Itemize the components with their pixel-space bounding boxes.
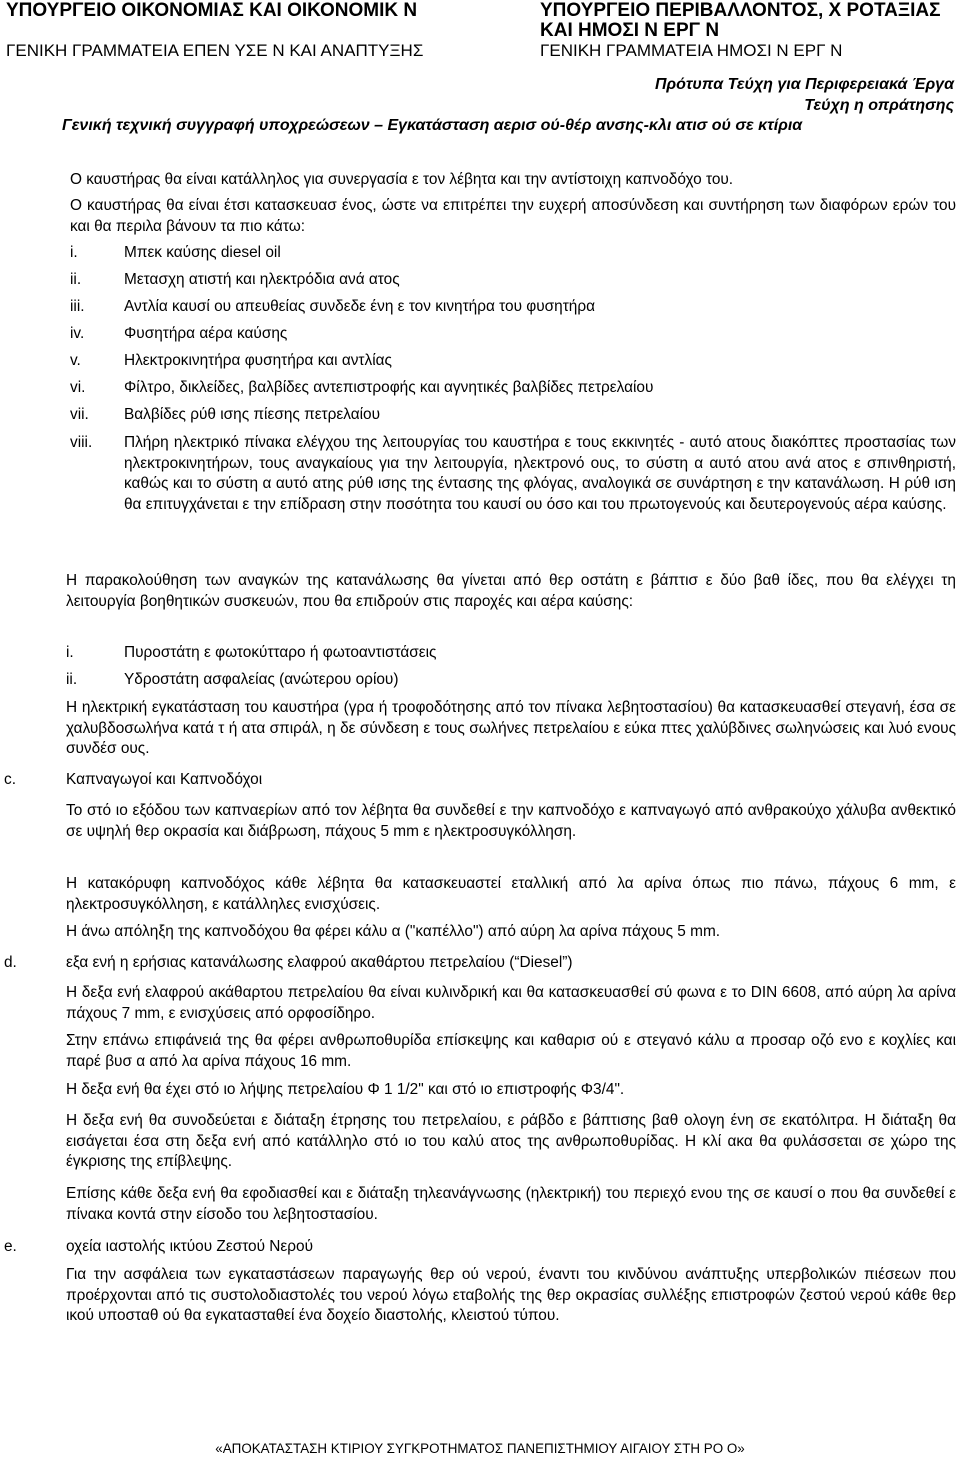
list-item: Μετασχη ατιστή και ηλεκτρόδια ανά ατος: [124, 271, 400, 288]
paragraph-expansion-vessel: Για την ασφάλεια των εγκαταστάσεων παραγωγής θερ ού νερού, έναντι του κινδύνου ανάπτυξης υπερβολικών πιέσεων που προέρχονται από τις συστολοδιαστολές του νερού λόγω εταβολής της θερ οκρασίας συλλέξης επιστροφών ζεστού νερού κάθε θερ ικού υποσταθ ού θα εγκατασταθεί ένα δοχείο διαστολής, κλειστού τύπου.: [66, 1266, 956, 1325]
list-number: v.: [70, 352, 81, 369]
list-number: iv.: [70, 325, 85, 342]
ministry-economy-title: ΥΠΟΥΡΓΕΙΟ ΟΙΚΟΝΟΜΙΑΣ ΚΑΙ ΟΙΚΟΝΟΜΙΚ Ν: [6, 0, 418, 21]
paragraph-tank-measuring: Η δεξα ενή θα συνοδεύεται ε διάταξη έτρησης του πετρελαίου, ε ράβδο ε βάπτισης βαθ ολογη ένη σε εκατόλιτρα. Η διάταξη θα εισάγεται έσα στη δεξα ενή από κατάλληλο στό ιο του καλύ ατος της ανθρωποθυρίδας. Η κλί ακα θα φυλάσσεται σε χώρο της έγκρισης της επίβλεψης.: [66, 1112, 956, 1171]
list-item: Βαλβίδες ρύθ ισης πίεσης πετρελαίου: [124, 406, 381, 423]
list-number: viii.: [70, 434, 93, 451]
page-footer: «ΑΠΟΚΑΤΑΣΤΑΣΗ ΚΤΙΡΙΟΥ ΣΥΓΚΡΟΤΗΜΑΤΟΣ ΠΑΝΕΠΙΣΤΗΜΙΟΥ ΑΙΓΑΙΟΥ ΣΤΗ ΡΟ Ο»: [215, 1441, 745, 1456]
series-title: Πρότυπα Τεύχη για Περιφερειακά Έργα: [654, 76, 954, 93]
list-number: i.: [70, 244, 78, 261]
paragraph-chimney: Η κατακόρυφη καπνοδόχος κάθε λέβητα θα κατασκευαστεί εταλλική από λα αρίνα όπως πιο πάνω, πάχους 6 mm, ε ηλεκτροσυγκόλληση, ε κατάλληλες ενισχύσεις.: [66, 875, 956, 913]
list-number: ii.: [66, 671, 78, 688]
section-e-title: οχεία ιαστολής ικτύου Ζεστού Νερού: [66, 1238, 314, 1255]
paragraph-chimney-cap: Η άνω απόληξη της καπνοδόχου θα φέρει κάλυ α ("καπέλλο") από αύρη λα αρίνα πάχους 5 mm.: [66, 923, 721, 940]
paragraph-burner-compatibility: Ο καυστήρας θα είναι κατάλληλος για συνεργασία ε τον λέβητα και την αντίστοιχη καπνοδόχο του.: [70, 171, 734, 188]
list-item: Πυροστάτη ε φωτοκύτταρο ή φωτοαντιστάσεις: [124, 644, 437, 661]
section-e-label: e.: [4, 1238, 17, 1255]
list-number: i.: [66, 644, 74, 661]
paragraph-electrical-installation: Η ηλεκτρική εγκατάσταση του καυστήρα (γρα ή τροφοδότησης από τον πίνακα λεβητοστασίου) θα κατασκευασθεί στεγανή, έσα σε χαλυβδοσωλήνα κατά τ ή ατα σπιράλ, η δε σύνδεση ε τους σωλήνες πετρελαίου ε εύκα πτες χαλύβδινες σωληνώσεις και λυό ενους συνδέσ ους.: [66, 699, 956, 758]
section-c-title: Καπναγωγοί και Καπνοδόχοι: [66, 771, 263, 788]
general-secretariat-public-works: ΓΕΝΙΚΗ ΓΡΑΜΜΑΤΕΙΑ ΗΜΟΣΙ Ν ΕΡΓ Ν: [540, 41, 843, 60]
paragraph-thermostat: Η παρακολούθηση των αναγκών της κατανάλωσης θα γίνεται από θερ οστάτη ε βάπτισ ε δύο βαθ ίδες, που θα ελέγχει τη λειτουργία βοηθητικών συσκευών, που θα επιδρούν στις παροχές και αέρα καύσης:: [66, 572, 956, 610]
paragraph-burner-construction: Ο καυστήρας θα είναι έτσι κατασκευασ ένος, ώστε να επιτρέπει την ευχερή αποσύνδεση και συντήρηση των διαφόρων ερών του και θα περιλα βάνουν τα πιο κάτω:: [70, 197, 956, 235]
list-number: iii.: [70, 298, 85, 315]
ministry-environment-title-line2: ΚΑΙ ΗΜΟΣΙ Ν ΕΡΓ Ν: [540, 20, 720, 41]
list-number: vii.: [70, 406, 89, 423]
specification-title: Γενική τεχνική συγγραφή υποχρεώσεων – Εγκατάσταση αερισ ού-θέρ ανσης-κλι ατισ ού σε κτίρια: [62, 117, 803, 134]
paragraph-tank-connections: Η δεξα ενή θα έχει στό ιο λήψης πετρελαίου Φ 1 1/2" και στό ιο επιστροφής Φ3/4".: [66, 1081, 625, 1098]
list-number: vi.: [70, 379, 86, 396]
list-item: Υδροστάτη ασφαλείας (ανώτερου ορίου): [124, 671, 399, 688]
section-d-title: εξα ενή η ερήσιας κατανάλωσης ελαφρού ακαθάρτου πετρελαίου (“Diesel”): [66, 954, 573, 971]
list-item: Ηλεκτροκινητήρα φυσητήρα και αντλίας: [124, 352, 392, 369]
list-item: Αντλία καυσί ου απευθείας συνδεδε ένη ε τον κινητήρα του φυσητήρα: [124, 298, 596, 315]
list-item: Μπεκ καύσης diesel oil: [124, 244, 281, 261]
paragraph-tank-construction: Η δεξα ενή ελαφρού ακάθαρτου πετρελαίου θα είναι κυλινδρική και θα κατασκευασθεί σύ φωνα ε το DIN 6608, από αύρη λα αρίνα πάχους 7 mm, ε ενισχύσεις από ορφοσίδηρο.: [66, 984, 956, 1022]
general-secretariat-investments: ΓΕΝΙΚΗ ΓΡΑΜΜΑΤΕΙΑ ΕΠΕΝ ΥΣΕ Ν ΚΑΙ ΑΝΑΠΤΥΞΗΣ: [6, 41, 424, 60]
list-item: Φυσητήρα αέρα καύσης: [124, 325, 288, 342]
volume-title: Τεύχη η οπράτησης: [804, 97, 954, 114]
list-number: ii.: [70, 271, 82, 288]
list-item: Φίλτρο, δικλείδες, βαλβίδες αντεπιστροφής και αγνητικές βαλβίδες πετρελαίου: [124, 379, 654, 396]
paragraph-flue-connection: Το στό ιο εξόδου των καπναερίων από τον λέβητα θα συνδεθεί ε την καπνοδόχο ε καπναγωγό από ανθρακούχο χάλυβα ανθεκτικό σε υψηλή θερ οκρασία και διάβρωση, πάχους 5 mm ε ηλεκτροσυγκόλληση.: [66, 802, 956, 840]
section-d-label: d.: [4, 954, 17, 971]
ministry-environment-title: ΥΠΟΥΡΓΕΙΟ ΠΕΡΙΒΑΛΛΟΝΤΟΣ, Χ ΡΟΤΑΞΙΑΣ: [540, 0, 941, 21]
paragraph-tank-telemetry: Επίσης κάθε δεξα ενή θα εφοδιασθεί και ε διάταξη τηλεανάγνωσης (ηλεκτρική) του περιεχό ενου της σε καυσί ο που θα συνδεθεί ε πίνακα κοντά στην είσοδο του λεβητοστασίου.: [66, 1185, 956, 1223]
list-item-control-panel: Πλήρη ηλεκτρικό πίνακα ελέγχου της λειτουργίας του καυστήρα ε τους εκκινητές - αυτό ατους διακόπτες προστασίας των ηλεκτροκινητήρων, τους αναγκαίους για την λειτουργία, ηλεκτρονό ους, το σύστη α αυτό ατου ανά ατος ε σπινθηριστή, καθώς και το σύστη α αυτό ατης ρύθ ισης της έντασης της φλόγας, αναλογικά σε συνάρτηση ε την κατανάλωση. Η ρύθ ιση θα επιτυγχάνεται ε την επίδραση στην ποσότητα του καυσί ου όσο και του πρωτογενούς και δευτερογενούς αέρα καύσης.: [124, 434, 956, 513]
paragraph-tank-manhole: Στην επάνω επιφάνειά της θα φέρει ανθρωποθυρίδα επίσκεψης και καθαρισ ού ε στεγανό κάλυ α προσαρ οζό ενο ε κοχλίες και παρέ βυσ α από λα αρίνα πάχους 16 mm.: [66, 1032, 956, 1070]
section-c-label: c.: [4, 771, 16, 788]
